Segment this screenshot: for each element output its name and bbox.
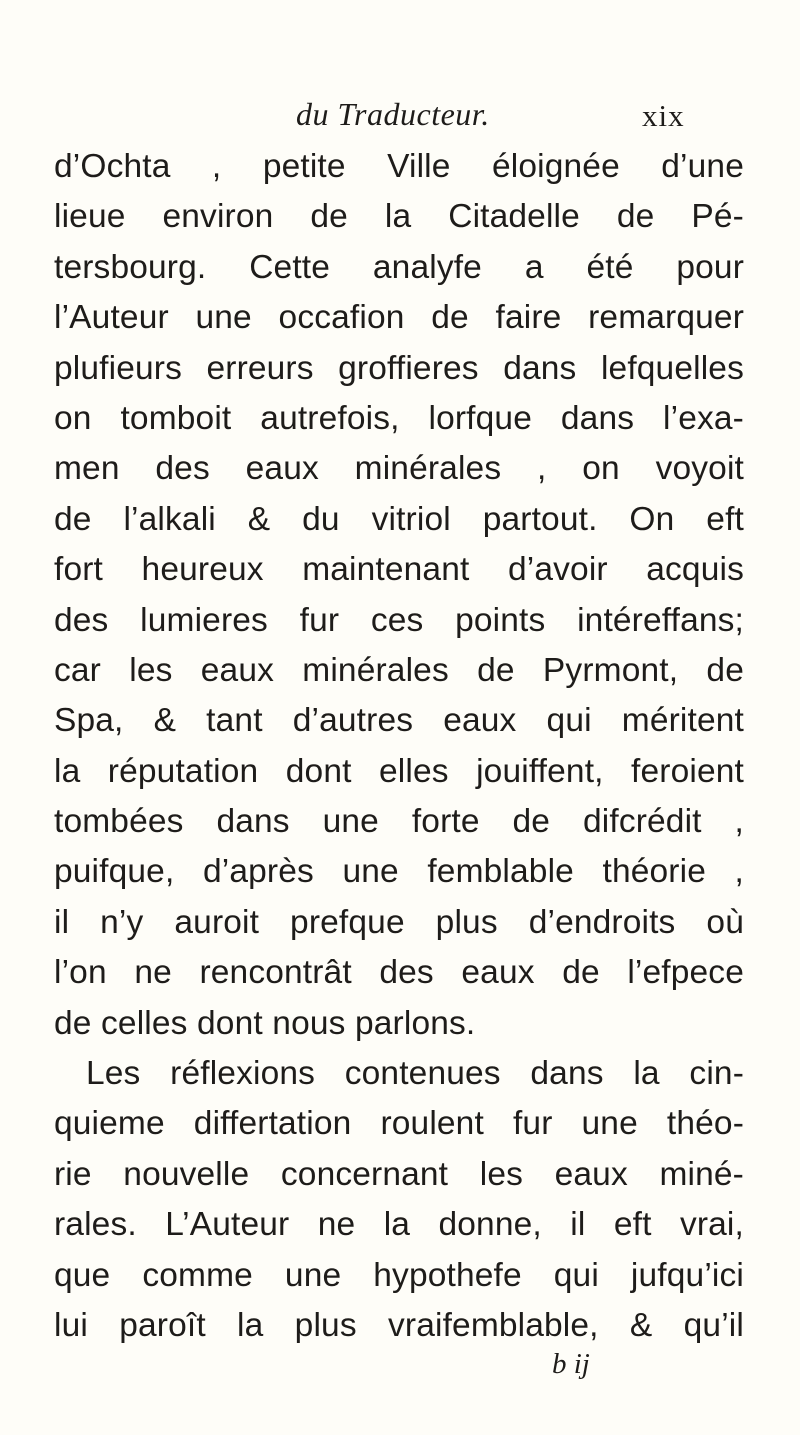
text-line: lieue environ de la Citadelle de Pé-	[54, 198, 744, 236]
text-line: rales. L’Auteur ne la donne, il eft vrai,	[54, 1206, 744, 1244]
text-line: la réputation dont elles jouiffent, feroient	[54, 752, 744, 790]
text-line: l’on ne rencontrât des eaux de l’efpece	[54, 954, 744, 992]
text-line: que comme une hypothefe qui jufqu’ici	[54, 1256, 744, 1294]
text-line: car les eaux minérales de Pyrmont, de	[54, 651, 744, 689]
text-line: puifque, d’après une femblable théorie ,	[54, 853, 744, 891]
text-line: Spa, & tant d’autres eaux qui méritent	[54, 702, 744, 740]
body-text	[54, 142, 744, 1351]
text-line: tombées dans une forte de difcrédit ,	[54, 803, 744, 841]
text-line: quieme differtation roulent fur une théo-	[54, 1105, 744, 1143]
text-line: l’Auteur une occafion de faire remarquer	[54, 299, 744, 337]
text-line: de l’alkali & du vitriol partout. On eft	[54, 500, 744, 538]
text-line: on tomboit autrefois, lorfque dans l’exa-	[54, 399, 744, 437]
text-line: fort heureux maintenant d’avoir acquis	[54, 551, 744, 589]
page-header	[0, 96, 800, 144]
text-line: plufieurs erreurs groffieres dans lefquelles	[54, 349, 744, 387]
text-line: des lumieres fur ces points intéreffans;	[54, 601, 744, 639]
text-line: d’Ochta , petite Ville éloignée d’une	[54, 148, 744, 185]
paragraph-end-line: de celles dont nous parlons.	[54, 1004, 476, 1042]
text-line: men des eaux minérales , on voyoit	[54, 450, 744, 488]
paragraph-start-line: Les réflexions contenues dans la cin-	[86, 1055, 744, 1093]
signature-mark: b ij	[552, 1348, 590, 1380]
text-line: tersbourg. Cette analyfe a été pour	[54, 248, 744, 286]
text-line: il n’y auroit prefque plus d’endroits où	[54, 903, 744, 941]
text-line: lui paroît la plus vraifemblable, & qu’il	[54, 1306, 744, 1344]
running-title: du Traducteur.	[296, 96, 490, 132]
text-line: rie nouvelle concernant les eaux miné-	[54, 1155, 744, 1193]
page-number: xix	[642, 98, 685, 133]
